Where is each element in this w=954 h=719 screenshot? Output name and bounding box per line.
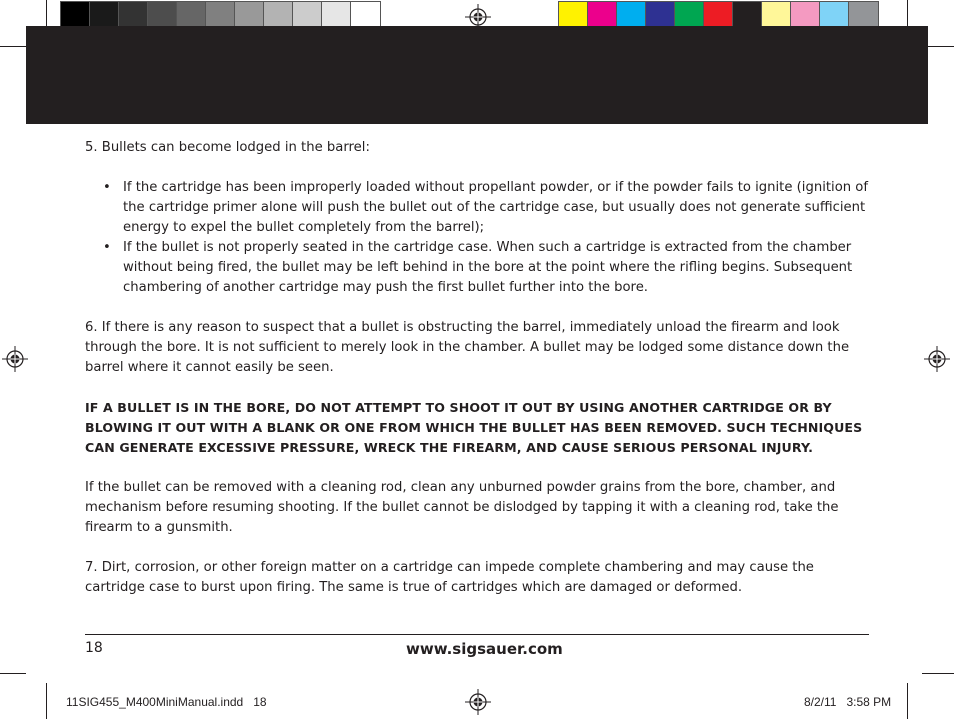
item-5-intro: 5. Bullets can become lodged in the barrel: xyxy=(85,140,370,155)
website-url: www.sigsauer.com xyxy=(406,640,563,658)
page-number: 18 xyxy=(85,640,103,656)
registration-mark-icon xyxy=(924,346,950,372)
crop-mark xyxy=(0,673,26,674)
crop-mark xyxy=(907,683,908,719)
crop-mark xyxy=(922,673,954,674)
slug-date-time: 8/2/11 3:58 PM xyxy=(804,695,892,709)
warning-paragraph: IF A BULLET IS IN THE BORE, DO NOT ATTEMPT TO SHOOT IT OUT BY USING ANOTHER CARTRIDGE OR BY BLOWING IT OUT WITH A BLANK OR ONE FROM WHICH THE BULLET HAS BEEN REMOVED. SUCH TECHNIQUES CAN GENERATE EXCESSIVE PRESSURE, WRECK THE FIREARM, AND CAUSE SERIOUS PERSONAL INJURY. xyxy=(85,400,863,455)
item-7-paragraph: 7. Dirt, corrosion, or other foreign matter on a cartridge can impede complete chambering and may cause the cartridge case to burst upon firing. The same is true of cartridges which are damaged or deformed. xyxy=(85,560,814,595)
list-item: • If the bullet is not properly seated in the cartridge case. When such a cartridge is extracted from the chamber without being fired, the bullet may be left behind in the bore at the point where the rifling begins. Subsequent chambering of another cartridge may push the first bullet further into the bore. xyxy=(123,238,875,298)
header-band xyxy=(26,26,928,124)
bullet-removal-paragraph: If the bullet can be removed with a cleaning rod, clean any unburned powder grains from the bore, chamber, and mechanism before resuming shooting. If the bullet cannot be dislodged by tapping it with a cleaning rod, take the firearm to a gunsmith. xyxy=(85,480,839,535)
crop-mark xyxy=(928,46,954,47)
registration-mark-icon xyxy=(465,689,491,715)
item-6-paragraph: 6. If there is any reason to suspect that a bullet is obstructing the barrel, immediately unload the firearm and look through the bore. It is not sufficient to merely look in the chamber. A bullet may be lodged some distance down the barrel where it cannot easily be seen. xyxy=(85,320,850,375)
list-item: • If the cartridge has been improperly loaded without propellant powder, or if the powder fails to ignite (ignition of the cartridge primer alone will push the bullet out of the cartridge case, but usually does not generate sufficient energy to expel the bullet completely from the barrel); xyxy=(123,178,875,238)
page-body xyxy=(85,138,875,598)
crop-mark xyxy=(0,46,26,47)
crop-mark xyxy=(46,683,47,719)
registration-mark-icon xyxy=(2,346,28,372)
slug-file-name: 11SIG455_M400MiniManual.indd 18 xyxy=(66,695,267,709)
item-5-bullet-list xyxy=(85,178,875,298)
footer-rule xyxy=(85,634,869,635)
